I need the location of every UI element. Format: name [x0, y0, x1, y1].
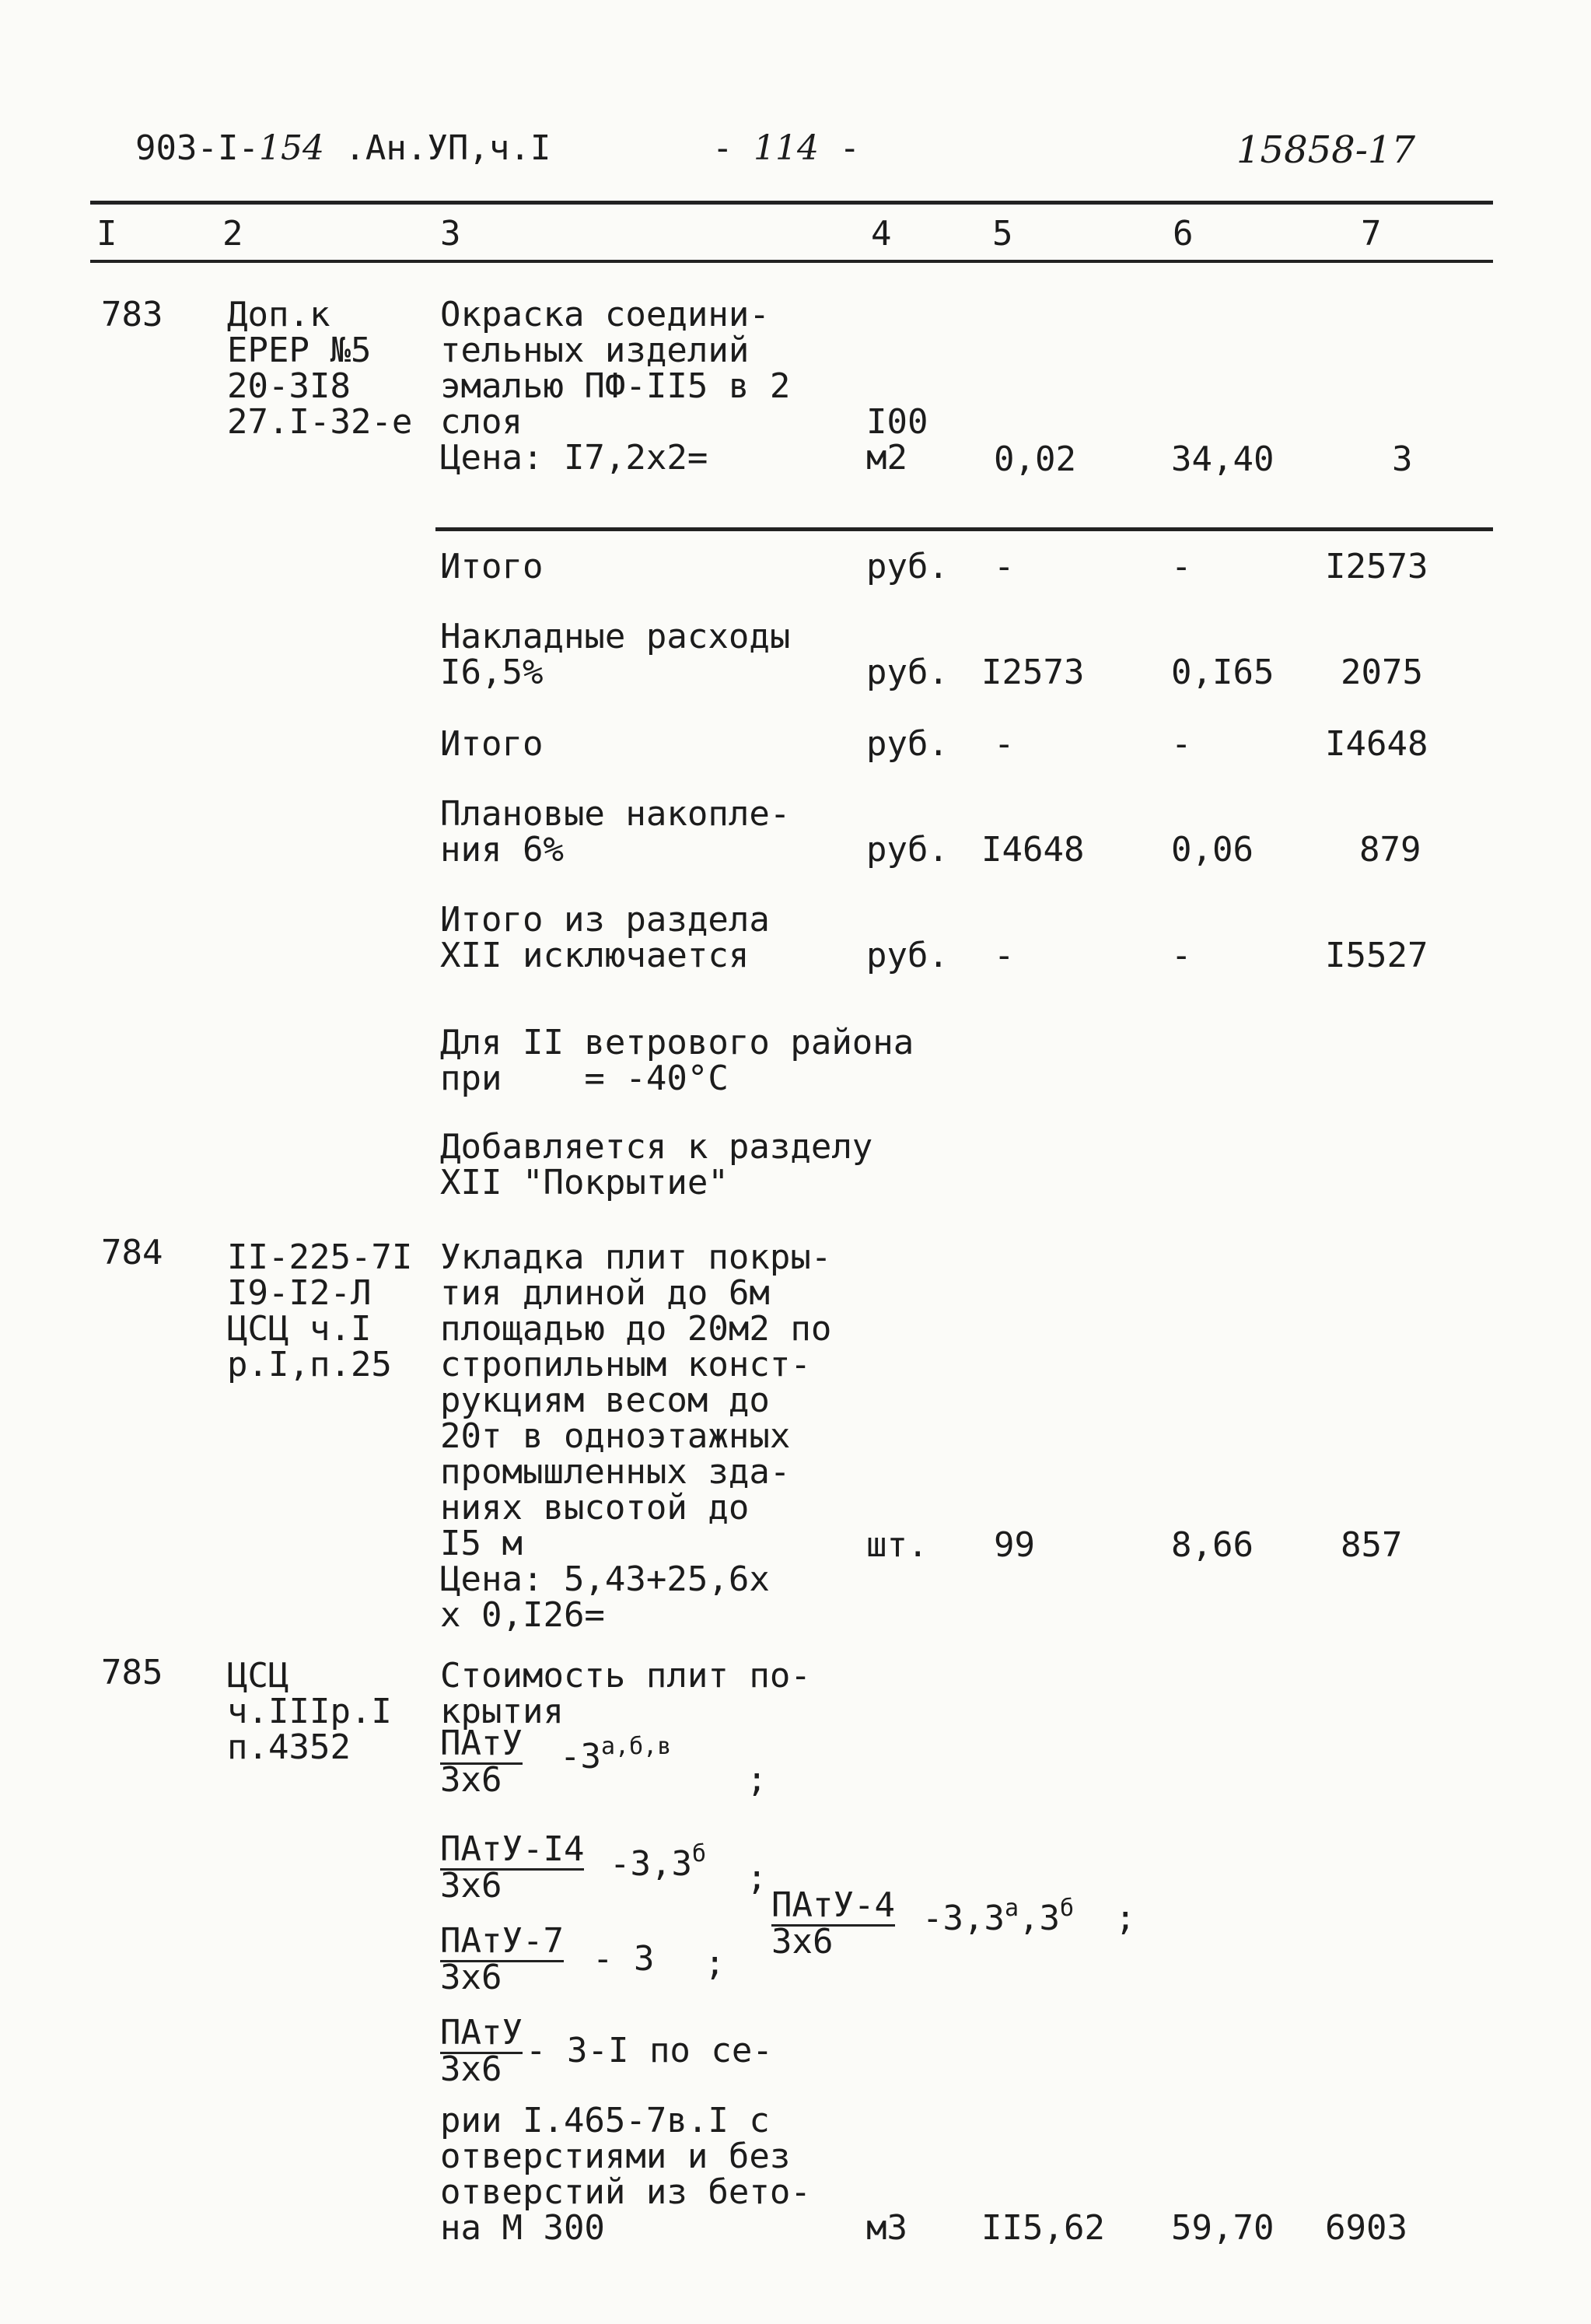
price-cell: - [1171, 547, 1192, 586]
total-cell: 3 [1392, 439, 1413, 479]
unit-cell: руб. [866, 547, 949, 586]
work-description-tail: рии I.465-7в.I с отверстиями и без отверстий из бето- на М 300 [440, 2101, 811, 2248]
summary-label: Плановые накопле- [440, 794, 791, 834]
unit-cell: м2 [866, 438, 907, 478]
fraction-tail: $-3^{а,б,в}$ [560, 1733, 672, 1776]
total-cell: I4648 [1325, 724, 1428, 764]
total-cell: 879 [1359, 830, 1421, 870]
document-number-handwritten: 154 [258, 128, 324, 168]
column-header-4: 4 [871, 214, 892, 254]
column-header-7: 7 [1361, 214, 1382, 254]
quantity-cell: 99 [994, 1525, 1035, 1565]
fraction-patu: ПАтУ 3х6 [440, 1724, 523, 1800]
sheet-code: 15858-17 [1236, 128, 1415, 172]
total-cell: I5527 [1325, 936, 1428, 975]
fraction-tail: - 3 [593, 1939, 655, 1979]
quantity-cell: 0,02 [994, 439, 1076, 479]
quantity-cell: II5,62 [981, 2208, 1105, 2248]
quantity-cell: - [994, 936, 1015, 975]
price-cell: 8,66 [1171, 1525, 1254, 1565]
fraction-patu-14: ПАтУ-I4 3х6 [440, 1829, 585, 1906]
column-header-5: 5 [992, 214, 1013, 254]
total-cell: 857 [1341, 1525, 1403, 1565]
unit-cell: шт. [866, 1525, 928, 1565]
reference-code: ЦСЦ ч.IIIр.I п.4352 [227, 1656, 392, 1767]
column-header-3: 3 [440, 214, 461, 254]
unit-cell: руб. [866, 653, 949, 692]
fraction-patu-4: ПАтУ-4 3х6 [771, 1885, 895, 1962]
column-header-6: 6 [1173, 214, 1194, 254]
price-cell: 34,40 [1171, 439, 1275, 479]
summary-label: Итого из раздела [440, 900, 770, 940]
column-header-2: 2 [222, 214, 243, 254]
row-number: 784 [101, 1233, 163, 1272]
row-number: 783 [101, 295, 163, 334]
summary-label: Итого [440, 724, 544, 764]
work-description: Окраска соедини- тельных изделий эмалью ПФ-II5 в 2 слоя Цена: I7,2х2= [440, 295, 791, 478]
unit-cell: руб. [866, 724, 949, 764]
summary-label: XII исключается [440, 936, 750, 975]
fraction-separator: ; [1115, 1899, 1136, 1938]
column-header-1: I [96, 214, 117, 254]
fraction-patu-series: ПАтУ 3х6 [440, 2013, 523, 2089]
summary-label: Накладные расходы [440, 617, 791, 656]
reference-code: II-225-7I I9-I2-Л ЦСЦ ч.I р.I,п.25 [227, 1237, 413, 1384]
total-cell: 6903 [1325, 2208, 1407, 2248]
fraction-tail: $-3,3^б$ [610, 1840, 707, 1884]
fraction-tail: - 3-I по се- [526, 2031, 773, 2070]
reference-code: Доп.к ЕРЕР №5 20-3I8 27.I-32-е [227, 295, 413, 442]
unit-cell: м3 [866, 2208, 907, 2248]
top-rule [90, 201, 1493, 205]
summary-label: ния 6% [440, 830, 564, 870]
unit-cell: руб. [866, 936, 949, 975]
fraction-separator: ; [705, 1944, 726, 1983]
unit-cell: I00 [866, 402, 928, 442]
header-rule [90, 260, 1493, 263]
row-number: 785 [101, 1653, 163, 1692]
price-cell: 0,06 [1171, 830, 1254, 870]
subtotal-rule [435, 527, 1493, 531]
work-description: Укладка плит покры- тия длиной до 6м площадью до 20м2 по стропильным конст- рукциям весом до 20т в одноэтажных промышленных зда- ниях высотой до I5 м Цена: 5,43+25,6х х 0,I26= [440, 1237, 832, 1635]
quantity-cell: - [994, 547, 1015, 586]
fraction-separator: ; [747, 1858, 768, 1898]
price-cell: - [1171, 936, 1192, 975]
document-code: 903-I-154 .Ан.УП,ч.I [135, 128, 551, 168]
price-cell: - [1171, 724, 1192, 764]
total-cell: I2573 [1325, 547, 1428, 586]
price-cell: 59,70 [1171, 2208, 1275, 2248]
fraction-tail: $-3,3^а,3^б$ [922, 1895, 1075, 1938]
work-description: Стоимость плит по- крытия [440, 1656, 811, 1731]
summary-label: I6,5% [440, 653, 544, 692]
fraction-separator: ; [747, 1760, 768, 1800]
page-number: - 114 - [712, 128, 860, 168]
total-cell: 2075 [1341, 653, 1423, 692]
quantity-cell: I4648 [981, 830, 1085, 870]
unit-cell: руб. [866, 830, 949, 870]
summary-label: Итого [440, 547, 544, 586]
price-cell: 0,I65 [1171, 653, 1275, 692]
fraction-patu-7: ПАтУ-7 3х6 [440, 1921, 564, 1997]
quantity-cell: - [994, 724, 1015, 764]
quantity-cell: I2573 [981, 653, 1085, 692]
